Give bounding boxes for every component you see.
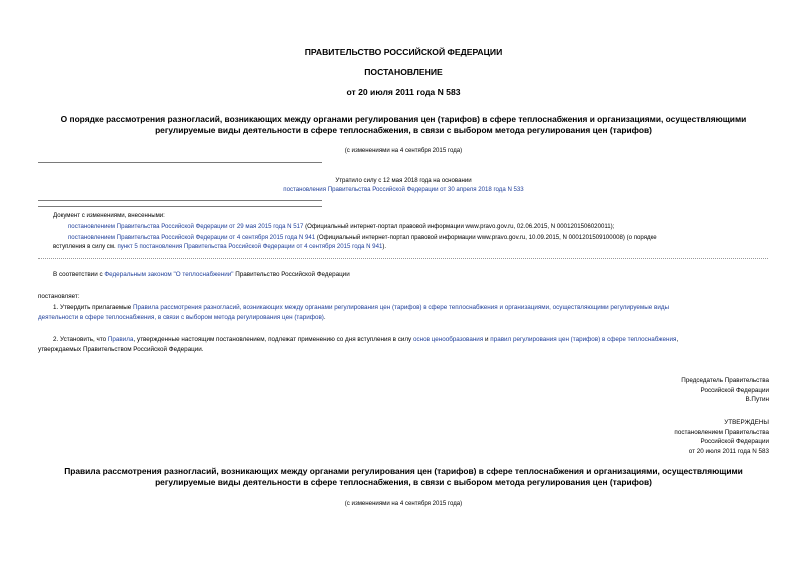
divider (38, 162, 322, 163)
amendment-2-cont-link[interactable]: пункт 5 постановления Правительства Российской Федерации от 4 сентября 2015 года N 941 (117, 243, 383, 250)
rules-link[interactable]: Правила рассмотрения разногласий, возникающих между органами регулирования цен (тарифов) в сфере теплоснабжения и организациями, осуществляющими регулируемые виды (133, 304, 670, 311)
expired-link[interactable]: постановления Правительства Российской Федерации от 30 апреля 2018 года N 533 (283, 186, 524, 193)
point-2-mid1: , утвержденные настоящим постановлением, подлежат применению со дня вступления в силу (133, 336, 413, 343)
federal-law-link[interactable]: Федеральным законом "О теплоснабжении" (104, 271, 234, 278)
doc-date-number: от 20 июля 2011 года N 583 (346, 87, 461, 97)
rules-title-line1: Правила рассмотрения разногласий, возникающих между органами регулирования цен (тарифов) в сфере теплоснабжения и организациями, осуществляющими (64, 466, 743, 476)
signature-position: Председатель Правительства (681, 377, 769, 384)
point-2-pre: 2. Установить, что (53, 336, 108, 343)
document-title (30, 114, 777, 136)
point-2-mid2: и (483, 336, 491, 343)
approved-line1: постановлением Правительства (674, 428, 769, 436)
approved-line2: Российской Федерации (700, 438, 769, 446)
doc-type-heading: ПОСТАНОВЛЕНИЕ (364, 67, 443, 77)
approval-block (469, 418, 769, 456)
amendment-2-cont-pre: вступления в силу см. (53, 243, 118, 250)
signature-country: Российской Федерации (700, 386, 769, 394)
dotted-divider (38, 258, 768, 259)
expired-notice: Утратило силу с 12 мая 2018 года на основании (335, 177, 472, 184)
signature-name: В.Путин (745, 396, 769, 404)
rules-title (30, 466, 777, 488)
divider (38, 206, 322, 207)
pricing-basics-link[interactable]: основ ценообразования (412, 336, 484, 343)
document-title-line1: О порядке рассмотрения разногласий, возникающих между органами регулирования цен (тарифов) в сфере теплоснабжения и организациями, осуществляющими (60, 114, 747, 124)
approved-word: УТВЕРЖДЕНЫ (724, 419, 769, 426)
preamble-pre: В соответствии с (53, 271, 105, 278)
point-2-mid3: , (676, 336, 679, 343)
document-title-line2: регулируемые виды деятельности в сфере теплоснабжения, в связи с выбором метода регулирования цен (тарифов) (155, 125, 652, 135)
amendment-2-text: (Официальный интернет-портал правовой информации www.pravo.gov.ru, 10.09.2015, N 0001201509100008) (о порядке (315, 234, 657, 241)
point-1 (53, 303, 773, 313)
point-2-rules-link[interactable]: Правила (107, 336, 134, 343)
amendment-1-text: (Официальный интернет-портал правовой информации www.pravo.gov.ru, 02.06.2015, N 0001201506020011); (303, 223, 615, 230)
point-2 (53, 335, 773, 345)
rules-title-line2: регулируемые виды деятельности в сфере теплоснабжения, в связи с выбором метода регулирования цен (тарифов) (155, 477, 652, 487)
point-2-cont: утверждаемых Правительством Российской Федерации. (38, 346, 204, 353)
signature-block (469, 376, 769, 405)
approved-line3: от 20 июля 2011 года N 583 (688, 447, 769, 455)
preamble (53, 270, 350, 280)
decrees-word: постановляет: (38, 293, 80, 300)
tariff-rules-link[interactable]: правил регулирования цен (тарифов) в сфере теплоснабжения (490, 336, 677, 343)
amendment-2-link[interactable]: постановлением Правительства Российской Федерации от 4 сентября 2015 года N 941 (68, 234, 316, 241)
point-1-pre: 1. Утвердить прилагаемые (53, 304, 133, 311)
point-1-cont (38, 313, 768, 323)
amendment-1-link[interactable]: постановлением Правительства Российской Федерации от 29 мая 2015 года N 517 (68, 223, 304, 230)
amendment-2-cont-post: ). (382, 243, 387, 250)
point-1-post: . (323, 314, 326, 321)
rules-revision-note: (с изменениями на 4 сентября 2015 года) (344, 500, 463, 507)
divider (38, 200, 322, 201)
rules-link-cont[interactable]: деятельности в сфере теплоснабжения, в связи с выбором метода регулирования цен (тарифов) (38, 314, 324, 321)
amendments-intro: Документ с изменениями, внесенными: (53, 212, 165, 219)
government-heading: ПРАВИТЕЛЬСТВО РОССИЙСКОЙ ФЕДЕРАЦИИ (304, 47, 503, 57)
amendment-item-2-cont (53, 242, 773, 252)
revision-note: (с изменениями на 4 сентября 2015 года) (344, 147, 463, 154)
amendment-item-1 (68, 222, 788, 232)
preamble-post: Правительство Российской Федерации (233, 271, 350, 278)
